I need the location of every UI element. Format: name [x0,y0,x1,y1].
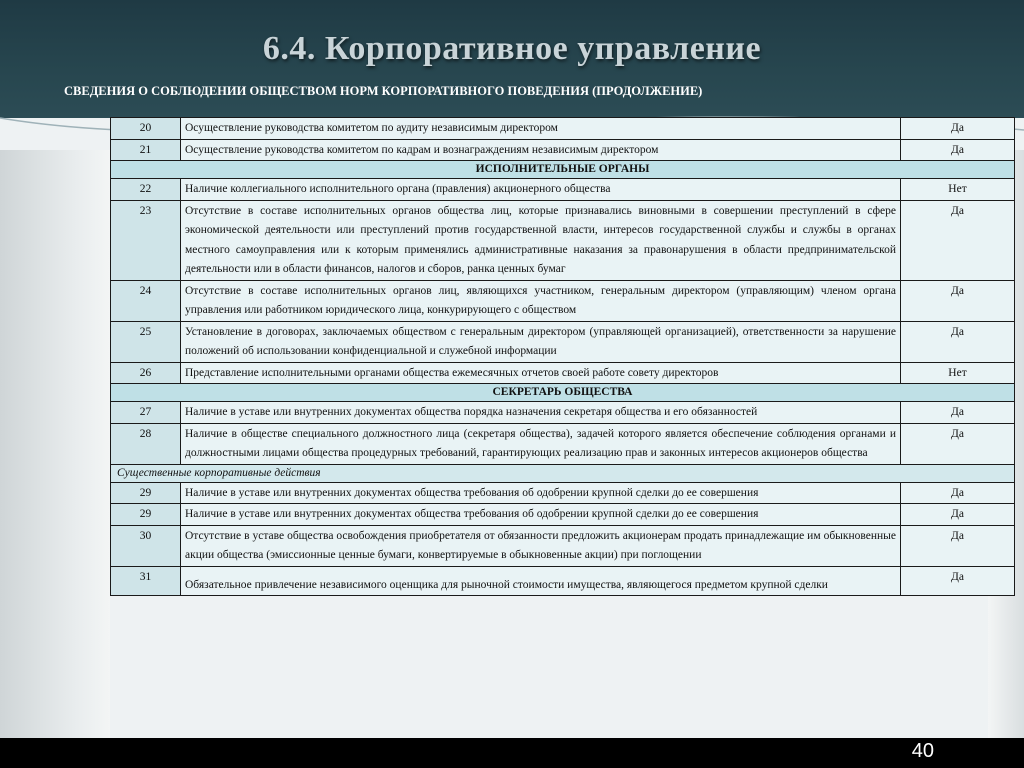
row-number: 22 [111,179,181,201]
row-text-cell [181,566,901,596]
row-text: Установление в договорах, заключаемых обществом с генеральным директором (управляющей организацией), ответственности за нарушение положений об использовании конфиденциальной и служебной информации [185,325,896,357]
row-number: 29 [111,482,181,504]
row-answer: Да [901,525,1015,566]
table-row [111,423,1015,464]
row-number: 27 [111,402,181,424]
row-text-cell [181,402,901,424]
row-answer: Нет [901,362,1015,384]
row-number: 24 [111,280,181,321]
row-text: Осуществление руководства комитетом по аудиту независимым директором [185,122,558,134]
row-answer: Да [901,402,1015,424]
subsection-row [111,464,1015,482]
row-text: Наличие в уставе или внутренних документах общества требования об одобрении крупной сделки до ее совершения [185,508,759,520]
table-row [111,139,1015,161]
slide-subtitle: СВЕДЕНИЯ О СОБЛЮДЕНИИ ОБЩЕСТВОМ НОРМ КОРПОРАТИВНОГО ПОВЕДЕНИЯ (ПРОДОЛЖЕНИЕ) [64,84,703,98]
row-number: 25 [111,321,181,362]
row-text-cell [181,280,901,321]
row-text: Представление исполнительными органами общества ежемесячных отчетов своей работе совету директоров [185,366,719,379]
subsection-label: Существенные корпоративные действия [111,464,1015,482]
row-number: 21 [111,139,181,161]
row-number: 28 [111,423,181,464]
row-text: Отсутствие в составе исполнительных органов лиц, являющихся участником, генеральным директором (управляющим) членом органа управления или работником юридического лица, конкурирующего с обществом [185,284,896,316]
row-text-cell [181,321,901,362]
norms-table-body [111,118,1015,596]
row-number: 26 [111,362,181,384]
row-number: 30 [111,525,181,566]
section-header-row [111,161,1015,179]
row-answer: Да [901,321,1015,362]
row-answer: Да [901,139,1015,161]
row-answer: Да [901,504,1015,526]
section-header: СЕКРЕТАРЬ ОБЩЕСТВА [111,384,1015,402]
table-row [111,504,1015,526]
row-number: 20 [111,118,181,140]
row-answer: Да [901,482,1015,504]
table-row [111,280,1015,321]
row-text-cell [181,118,901,140]
row-answer: Да [901,280,1015,321]
row-text: Отсутствие в уставе общества освобождения приобретателя от обязанности предложить акционерам продать принадлежащие им обыкновенные акции общества (эмиссионные ценные бумаги, конвертируемые в обыкновенные акции) при поглощении [185,529,896,561]
row-answer: Да [901,118,1015,140]
norms-table [110,117,1015,596]
bottom-bar [0,738,1024,768]
table-row [111,362,1015,384]
row-text: Наличие коллегиального исполнительного органа (правления) акционерного общества [185,183,611,195]
row-text: Наличие в обществе специального должностного лица (секретаря общества), задачей которого является обеспечение соблюдения органами и должностными лицами общества процедурных требований, гарантирующих реализацию прав и законных интересов акционеров общества [185,427,896,459]
table-row [111,200,1015,280]
row-text: Обязательное привлечение независимого оценщика для рыночной стоимости имущества, являющегося предметом крупной сделки [185,578,828,591]
row-number: 23 [111,200,181,280]
row-text: Осуществление руководства комитетом по кадрам и вознаграждениям независимым директором [185,143,659,156]
row-answer: Да [901,566,1015,596]
table-row [111,118,1015,140]
row-number: 29 [111,504,181,526]
row-answer: Да [901,200,1015,280]
table-row [111,321,1015,362]
row-text-cell [181,423,901,464]
row-answer: Нет [901,179,1015,201]
row-text: Наличие в уставе или внутренних документах общества порядка назначения секретаря общества и его обязанностей [185,406,758,418]
row-text: Наличие в уставе или внутренних документах общества требования об одобрении крупной сделки до ее совершения [185,486,759,499]
row-answer: Да [901,423,1015,464]
section-header-row [111,384,1015,402]
section-header: ИСПОЛНИТЕЛЬНЫЕ ОРГАНЫ [111,161,1015,179]
table-row [111,566,1015,596]
row-text-cell [181,179,901,201]
table-row [111,482,1015,504]
row-number: 31 [111,566,181,596]
slide-title: 6.4. Корпоративное управление [262,30,762,67]
row-text-cell [181,200,901,280]
cell-spacer [185,568,896,576]
row-text-cell [181,482,901,504]
row-text-cell [181,362,901,384]
table-row [111,525,1015,566]
left-side-shade [0,150,110,740]
table-row [111,179,1015,201]
row-text-cell [181,504,901,526]
row-text-cell [181,139,901,161]
row-text-cell [181,525,901,566]
table-row [111,402,1015,424]
row-text: Отсутствие в составе исполнительных органов общества лиц, которые признавались виновными в совершении преступлений в сфере экономической деятельности или преступлений против государственной власти, интересов государственной службы и службы в органах местного самоуправления или к которым применялись административные наказания за правонарушения в области предпринимательской деятельности или в области финансов, налогов и сборов, ранка ценных бумаг [185,204,896,275]
page-number: 40 [911,740,934,762]
